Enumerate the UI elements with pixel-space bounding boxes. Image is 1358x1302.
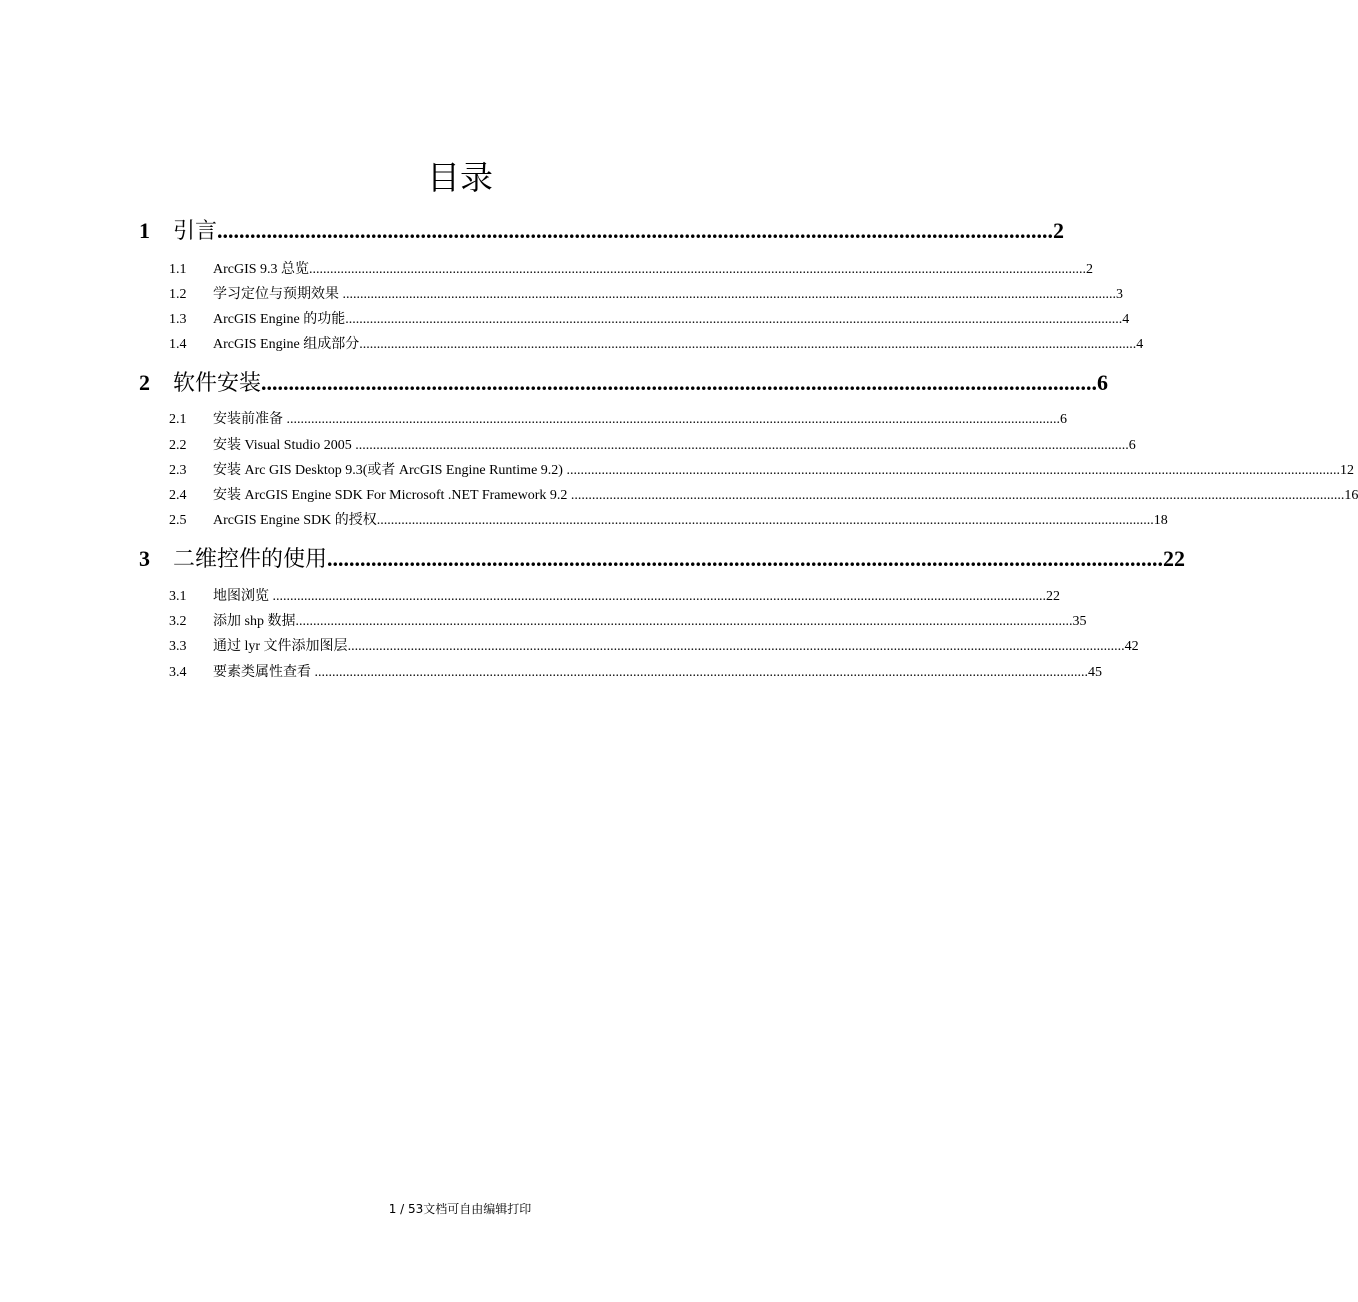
toc-entry-1[interactable] (139, 214, 1065, 246)
toc-subentry-text: 学习定位与预期效果 (213, 287, 339, 302)
toc-subentry-2-1[interactable] (169, 408, 1067, 428)
toc-subentry-text: ArcGIS Engine 的功能 (213, 312, 346, 327)
toc-subentry-text: ArcGIS Engine SDK 的授权 (213, 513, 377, 528)
toc-subentry-text: 安装 Visual Studio 2005 (213, 438, 352, 453)
leader-dots: .............................................................................................................................................................................................................................. (295, 614, 1073, 629)
toc-subentry-number: 2.3 (169, 463, 187, 478)
toc-subentry-number: 3.2 (169, 614, 187, 629)
toc-entry-text: 二维控件的使用 (173, 547, 328, 572)
leader-dots: ............................................................................................................................................................................................................................. (339, 287, 1116, 302)
toc-entry-text: 软件安装 (173, 371, 262, 396)
toc-subentry-text: 安装 ArcGIS Engine SDK For Microsoft .NET Framework 9.2 (213, 488, 568, 503)
toc-subentry-number: 2.1 (169, 412, 187, 427)
toc-entry-page: 2 (1053, 218, 1065, 243)
leader-dots: ............................................................................................................................................................................................................................. (269, 589, 1046, 604)
toc-subentry-2-5[interactable] (169, 509, 1168, 529)
toc-subentry-text: ArcGIS Engine 组成部分 (213, 337, 360, 352)
toc-subentry-3-1[interactable] (169, 585, 1060, 605)
toc-subentry-number: 1.1 (169, 262, 187, 277)
toc-subentry-1-4[interactable] (169, 333, 1144, 353)
toc-entry-3[interactable] (139, 542, 1186, 574)
toc-subentry-text: 通过 lyr 文件添加图层 (213, 639, 348, 654)
toc-subentry-page: 35 (1072, 614, 1087, 629)
toc-subentry-page: 6 (1060, 412, 1067, 427)
toc-subentry-number: 1.2 (169, 287, 187, 302)
toc-subentry-1-3[interactable] (169, 308, 1130, 328)
toc-subentry-page: 42 (1124, 639, 1139, 654)
leader-dots: ............................................................................................................................................................................................................................. (311, 665, 1088, 680)
toc-subentry-page: 2 (1086, 262, 1094, 277)
toc-subentry-3-2[interactable] (169, 610, 1087, 630)
page-footer: 1 / 53文档可自由编辑打印 (388, 1202, 532, 1216)
toc-subentry-page: 16 (1344, 488, 1358, 503)
toc-entry-2[interactable] (139, 366, 1109, 398)
toc-subentry-number: 2.2 (169, 438, 187, 453)
toc-subentry-2-2[interactable] (169, 434, 1136, 454)
toc-subentry-page: 18 (1153, 513, 1168, 528)
toc-subentry-number: 1.4 (169, 337, 187, 352)
toc-subentry-page: 45 (1088, 665, 1102, 680)
leader-dots: ........................................................................................................................................................ (327, 546, 1164, 571)
toc-subentry-text: 要素类属性查看 (213, 665, 311, 680)
toc-subentry-number: 3.3 (169, 639, 187, 654)
leader-dots: ............................................................................................................................................................................................................................. (567, 488, 1345, 503)
toc-subentry-page: 12 (1339, 463, 1354, 478)
toc-subentry-text: 安装前准备 (213, 412, 283, 427)
toc-subentry-2-4[interactable] (169, 484, 1358, 504)
toc-subentry-text: 添加 shp 数据 (213, 614, 296, 629)
toc-subentry-number: 3.1 (169, 589, 187, 604)
toc-subentry-text: 安装 Arc GIS Desktop 9.3(或者 ArcGIS Engine Runtime 9.2) (213, 463, 563, 478)
toc-subentry-text: ArcGIS 9.3 总览 (213, 262, 310, 277)
leader-dots: ............................................................................................................................................................................................................................. (562, 463, 1340, 478)
leader-dots: .............................................................................................................................................................................................................................. (309, 262, 1087, 277)
toc-subentry-page: 3 (1116, 287, 1123, 302)
toc-subentry-number: 2.5 (169, 513, 187, 528)
toc-subentry-3-4[interactable] (169, 661, 1102, 681)
page-title: 目录 (427, 158, 493, 197)
toc-subentry-1-2[interactable] (169, 283, 1123, 303)
toc-subentry-page: 6 (1128, 438, 1136, 453)
toc-subentry-page: 4 (1122, 312, 1130, 327)
leader-dots: .............................................................................................................................................................................................................................. (347, 639, 1125, 654)
toc-subentry-page: 22 (1046, 589, 1060, 604)
leader-dots: ........................................................................................................................................................ (261, 370, 1098, 395)
toc-entry-page: 6 (1097, 370, 1109, 395)
toc-subentry-number: 2.4 (169, 488, 187, 503)
leader-dots: .............................................................................................................................................................................................................................. (376, 513, 1154, 528)
toc-subentry-page: 4 (1136, 337, 1144, 352)
toc-entry-number: 1 (139, 218, 150, 243)
toc-subentry-1-1[interactable] (169, 258, 1094, 278)
leader-dots: ........................................................................................................................................................ (217, 218, 1054, 243)
leader-dots: ............................................................................................................................................................................................................................. (351, 438, 1129, 453)
toc-subentry-3-3[interactable] (169, 635, 1139, 655)
leader-dots: ............................................................................................................................................................................................................................. (283, 412, 1060, 427)
toc-entry-text: 引言 (173, 219, 218, 244)
toc-subentry-text: 地图浏览 (213, 589, 269, 604)
leader-dots: .............................................................................................................................................................................................................................. (359, 337, 1137, 352)
leader-dots: .............................................................................................................................................................................................................................. (345, 312, 1123, 327)
toc-entry-page: 22 (1163, 546, 1186, 571)
toc-entry-number: 3 (139, 546, 150, 571)
toc-subentry-number: 3.4 (169, 665, 187, 680)
toc-subentry-2-3[interactable] (169, 459, 1354, 479)
toc-entry-number: 2 (139, 370, 150, 395)
toc-subentry-number: 1.3 (169, 312, 187, 327)
